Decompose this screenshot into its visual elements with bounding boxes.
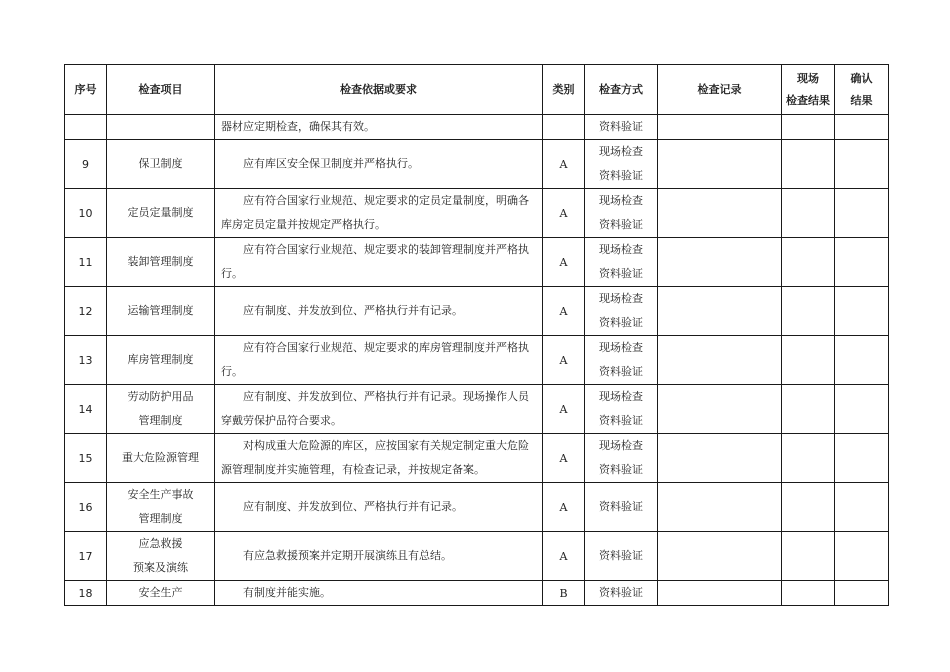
check-method: [585, 115, 658, 140]
confirm-result[interactable]: [835, 189, 889, 238]
check-item-line: 管理制度: [138, 512, 183, 525]
category: A: [543, 287, 585, 336]
check-basis-text: 应有制度、并发放到位、严格执行并有记录。现场操作人员穿戴劳保护品符合要求。: [221, 390, 529, 427]
check-record[interactable]: [658, 238, 782, 287]
check-item-line: 安全生产: [138, 586, 183, 599]
check-method: [585, 385, 658, 434]
check-basis: [215, 385, 543, 434]
row-number: 18: [65, 581, 107, 606]
header-record: 检查记录: [658, 65, 782, 115]
row-number: 16: [65, 483, 107, 532]
site-result[interactable]: [782, 336, 835, 385]
check-item-line: 定员定量制度: [127, 206, 194, 219]
confirm-result[interactable]: [835, 434, 889, 483]
check-item-line: 管理制度: [138, 414, 183, 427]
check-basis-text: 应有符合国家行业规范、规定要求的装卸管理制度并严格执行。: [221, 243, 529, 280]
check-record[interactable]: [658, 140, 782, 189]
site-result[interactable]: [782, 115, 835, 140]
check-method: [585, 483, 658, 532]
table-row: [65, 434, 889, 483]
row-number: [65, 115, 107, 140]
site-result[interactable]: [782, 140, 835, 189]
row-number: 10: [65, 189, 107, 238]
row-number: 13: [65, 336, 107, 385]
category: B: [543, 581, 585, 606]
check-basis: [215, 581, 543, 606]
site-result[interactable]: [782, 189, 835, 238]
table-row: [65, 287, 889, 336]
confirm-result[interactable]: [835, 532, 889, 581]
check-item-line: 劳动防护用品: [127, 390, 194, 403]
check-method-line: 资料验证: [599, 316, 643, 329]
check-item: [107, 189, 215, 238]
category: A: [543, 483, 585, 532]
check-record[interactable]: [658, 434, 782, 483]
row-number: 9: [65, 140, 107, 189]
check-record[interactable]: [658, 532, 782, 581]
check-basis: [215, 483, 543, 532]
check-basis-text: 对构成重大危险源的库区，应按国家有关规定制定重大危险源管理制度并实施管理，有检查记录，并按规定备案。: [221, 439, 529, 476]
check-basis: [215, 287, 543, 336]
row-number: 12: [65, 287, 107, 336]
check-record[interactable]: [658, 189, 782, 238]
check-item: [107, 115, 215, 140]
check-basis: [215, 336, 543, 385]
table-row: [65, 189, 889, 238]
check-item: [107, 434, 215, 483]
check-basis-text: 应有制度、并发放到位、严格执行并有记录。: [243, 304, 463, 317]
check-method-line: 现场检查: [599, 439, 643, 452]
site-result[interactable]: [782, 238, 835, 287]
category: A: [543, 434, 585, 483]
confirm-result[interactable]: [835, 336, 889, 385]
table-row: [65, 336, 889, 385]
check-basis-text: 应有库区安全保卫制度并严格执行。: [243, 157, 419, 170]
category: A: [543, 189, 585, 238]
check-method: [585, 336, 658, 385]
header-confirm: [835, 65, 889, 115]
check-item: [107, 287, 215, 336]
check-method-line: 资料验证: [599, 586, 643, 599]
table-row: [65, 140, 889, 189]
check-item-line: 库房管理制度: [127, 353, 194, 366]
table-row: [65, 115, 889, 140]
check-basis-text: 应有符合国家行业规范、规定要求的定员定量制度，明确各库房定员定量并按规定严格执行。: [221, 194, 529, 231]
check-method-line: 资料验证: [599, 267, 643, 280]
site-result[interactable]: [782, 532, 835, 581]
site-result[interactable]: [782, 483, 835, 532]
check-method-line: 资料验证: [599, 500, 643, 513]
check-basis-text: 应有制度、并发放到位、严格执行并有记录。: [243, 500, 463, 513]
header-result-line2: 检查结果: [786, 93, 830, 107]
check-basis: [215, 532, 543, 581]
check-record[interactable]: [658, 581, 782, 606]
check-method: [585, 189, 658, 238]
confirm-result[interactable]: [835, 483, 889, 532]
check-record[interactable]: [658, 287, 782, 336]
check-method: [585, 532, 658, 581]
check-method-line: 资料验证: [599, 120, 643, 133]
check-item: [107, 532, 215, 581]
header-confirm-line1: 确认: [850, 71, 873, 85]
header-result-line1: 现场: [797, 71, 819, 85]
check-item-line: 安全生产事故: [127, 488, 194, 501]
category: A: [543, 385, 585, 434]
site-result[interactable]: [782, 287, 835, 336]
header-method: 检查方式: [585, 65, 658, 115]
check-method: [585, 287, 658, 336]
category: A: [543, 140, 585, 189]
check-record[interactable]: [658, 115, 782, 140]
check-basis: [215, 115, 543, 140]
table-row: [65, 483, 889, 532]
check-method-line: 现场检查: [599, 341, 643, 354]
check-item-line: 应急救援: [138, 537, 183, 550]
category: A: [543, 238, 585, 287]
site-result[interactable]: [782, 385, 835, 434]
check-method-line: 现场检查: [599, 243, 643, 256]
check-item: [107, 581, 215, 606]
check-basis-text: 有制度并能实施。: [243, 586, 331, 599]
table-row: [65, 581, 889, 606]
row-number: 15: [65, 434, 107, 483]
check-item-line: 重大危险源管理: [122, 451, 199, 464]
check-method-line: 资料验证: [599, 169, 643, 182]
header-confirm-line2: 结果: [850, 93, 873, 107]
check-basis: [215, 189, 543, 238]
check-record[interactable]: [658, 385, 782, 434]
check-basis: [215, 434, 543, 483]
confirm-result[interactable]: [835, 238, 889, 287]
check-basis-text: 器材应定期检查，确保其有效。: [221, 120, 375, 133]
check-method: [585, 581, 658, 606]
row-number: 14: [65, 385, 107, 434]
confirm-result[interactable]: [835, 115, 889, 140]
table-row: [65, 238, 889, 287]
check-item-line: 保卫制度: [138, 157, 183, 170]
check-method-line: 资料验证: [599, 414, 643, 427]
check-method-line: 资料验证: [599, 463, 643, 476]
header-row: [65, 65, 889, 115]
check-basis: [215, 140, 543, 189]
check-method-line: 资料验证: [599, 218, 643, 231]
row-number: 11: [65, 238, 107, 287]
header-no: 序号: [65, 65, 107, 115]
check-item: [107, 483, 215, 532]
check-item: [107, 336, 215, 385]
header-result: [782, 65, 835, 115]
check-basis-text: 应有符合国家行业规范、规定要求的库房管理制度并严格执行。: [221, 341, 529, 378]
table-row: [65, 532, 889, 581]
category: A: [543, 532, 585, 581]
check-method-line: 现场检查: [599, 390, 643, 403]
check-item-line: 预案及演练: [133, 561, 188, 574]
site-result[interactable]: [782, 434, 835, 483]
check-method: [585, 140, 658, 189]
check-item-line: 运输管理制度: [127, 304, 194, 317]
confirm-result[interactable]: [835, 287, 889, 336]
confirm-result[interactable]: [835, 385, 889, 434]
check-item: [107, 385, 215, 434]
check-method-line: 现场检查: [599, 145, 643, 158]
confirm-result[interactable]: [835, 581, 889, 606]
check-item: [107, 238, 215, 287]
table-row: [65, 385, 889, 434]
check-basis: [215, 238, 543, 287]
site-result[interactable]: [782, 581, 835, 606]
check-record[interactable]: [658, 336, 782, 385]
header-category: 类别: [543, 65, 585, 115]
header-basis: 检查依据或要求: [215, 65, 543, 115]
row-number: 17: [65, 532, 107, 581]
category: [543, 115, 585, 140]
check-method: [585, 238, 658, 287]
check-item-line: 装卸管理制度: [127, 255, 194, 268]
header-item: 检查项目: [107, 65, 215, 115]
check-item: [107, 140, 215, 189]
confirm-result[interactable]: [835, 140, 889, 189]
check-method-line: 资料验证: [599, 549, 643, 562]
check-method-line: 资料验证: [599, 365, 643, 378]
check-method-line: 现场检查: [599, 292, 643, 305]
inspection-table: [64, 64, 889, 606]
category: A: [543, 336, 585, 385]
check-method: [585, 434, 658, 483]
check-basis-text: 有应急救援预案并定期开展演练且有总结。: [243, 549, 452, 562]
check-record[interactable]: [658, 483, 782, 532]
check-method-line: 现场检查: [599, 194, 643, 207]
